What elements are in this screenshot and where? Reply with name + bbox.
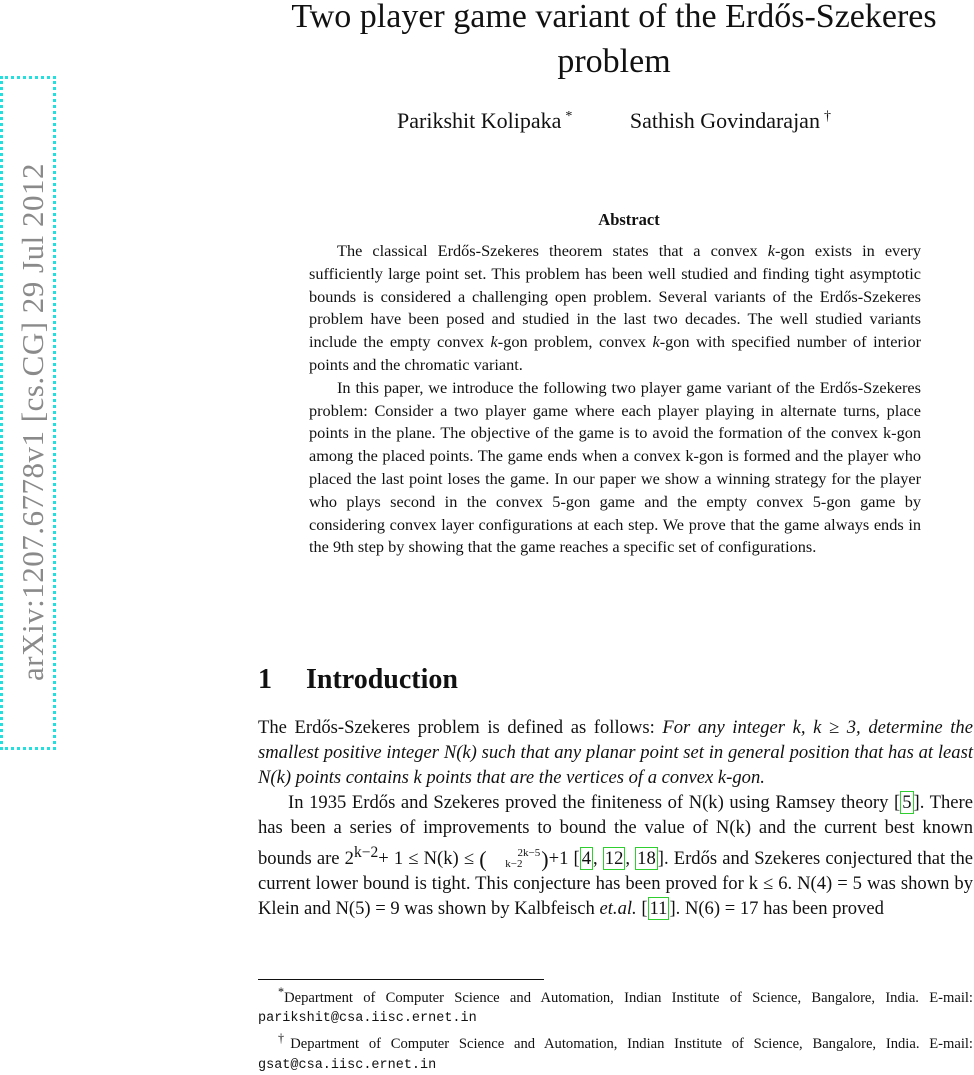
citation-link[interactable]: 12: [604, 847, 624, 869]
author-2: [630, 108, 831, 134]
intro-paragraph: In 1935 Erdős and Szekeres proved the finiteness of N(k) using Ramsey theory [ 5 ]. There has been a series of improvements to bound the value of N(k) and the current best known bounds are $2^{k-2}+ 1 \le N(k)$ ≤ ( 2k−5 k−2 )+1 [ 4 , 12 , 18 ]. Erdős and Szekeres conjectured that the current lower bound is tight. This conjecture has been proved for k ≤ 6. N(4) = 5 was shown by Klein and N(5) = 9 was shown by Kalbfeisch et.al. [ 11 ]. N(6) = 17 has been proved: [258, 791, 974, 919]
section-number: 1: [258, 664, 272, 695]
author-list: [258, 108, 970, 134]
citation-link[interactable]: 5: [902, 791, 912, 813]
footnote-rule: [258, 979, 544, 980]
abstract-paragraph: The classical Erdős-Szekeres theorem states that a convex k-gon exists in every sufficiently large point set. This problem has been well studied and finding tight asymptotic bounds is considered a challenging open problem. Several variants of the Erdős-Szekeres problem have been posed and studied in the last two decades. The well studied variants include the empty convex k-gon problem, convex k-gon with specified number of interior points and the chromatic variant.: [309, 241, 922, 374]
intro-paragraph: The Erdős-Szekeres problem is defined as follows: For any integer k, k ≥ 3, determine the smallest positive integer N(k) such that any planar point set in general position that has at least N(k) points contains k points that are the vertices of a convex k-gon.: [258, 717, 973, 788]
section-title: Introduction: [306, 664, 458, 695]
intro-body: [258, 716, 973, 922]
footnotes: [258, 983, 973, 1075]
citation-link[interactable]: 11: [649, 897, 668, 919]
paper-title: Two player game variant of the Erdős-Szekeres problem: [291, 0, 937, 80]
author-footnote-mark[interactable]: †: [823, 108, 831, 124]
author-name: Parikshit Kolipaka: [397, 108, 562, 133]
problem-definition: For any integer k, k ≥ 3, determine the smallest positive integer N(k) such that any planar point set in general position that has at least N(k) points contains k points that are the vertices of a convex k-gon.: [258, 717, 973, 788]
email-link[interactable]: parikshit@csa.iisc.ernet.in: [258, 1011, 477, 1027]
abstract-body: [309, 240, 921, 559]
footnote: †Department of Computer Science and Automation, Indian Institute of Science, Bangalore, India. E-mail: gsat@csa.iisc.ernet.in: [258, 1031, 973, 1073]
binomial-open: (: [479, 846, 487, 871]
email-link[interactable]: gsat@csa.iisc.ernet.in: [258, 1057, 437, 1073]
abstract-heading: Abstract: [598, 210, 660, 229]
binomial: 2k−5 k−2: [505, 847, 541, 871]
binomial-close: ): [541, 846, 549, 871]
citation-link[interactable]: 4: [581, 847, 591, 869]
citation-link[interactable]: 18: [637, 847, 656, 869]
author-name: Sathish Govindarajan: [629, 108, 820, 133]
footnote: *Department of Computer Science and Automation, Indian Institute of Science, Bangalore, India. E-mail: parikshit@csa.iisc.ernet.in: [258, 985, 973, 1027]
abstract-paragraph: In this paper, we introduce the following two player game variant of the Erdős-Szekeres problem: Consider a two player game where each player playing in alternate turns, place points in the plane. The objective of the game is to avoid the formation of the convex k-gon among the placed points. The game ends when a convex k-gon is formed and the player who placed the last point loses the game. In our paper we show a winning strategy for the player who plays second in the convex 5-gon game and the empty convex 5-gon game by considering convex layer configurations at each step. We prove that the game always ends in the 9th step by showing that the game reaches a specific set of configurations.: [309, 377, 921, 557]
arxiv-identifier[interactable]: arXiv:1207.6778v1 [cs.CG] 29 Jul 2012: [15, 163, 50, 681]
author-footnote-mark[interactable]: *: [565, 108, 573, 124]
author-1: [397, 108, 572, 134]
arxiv-stamp: [0, 76, 56, 750]
section-heading: [258, 664, 458, 696]
